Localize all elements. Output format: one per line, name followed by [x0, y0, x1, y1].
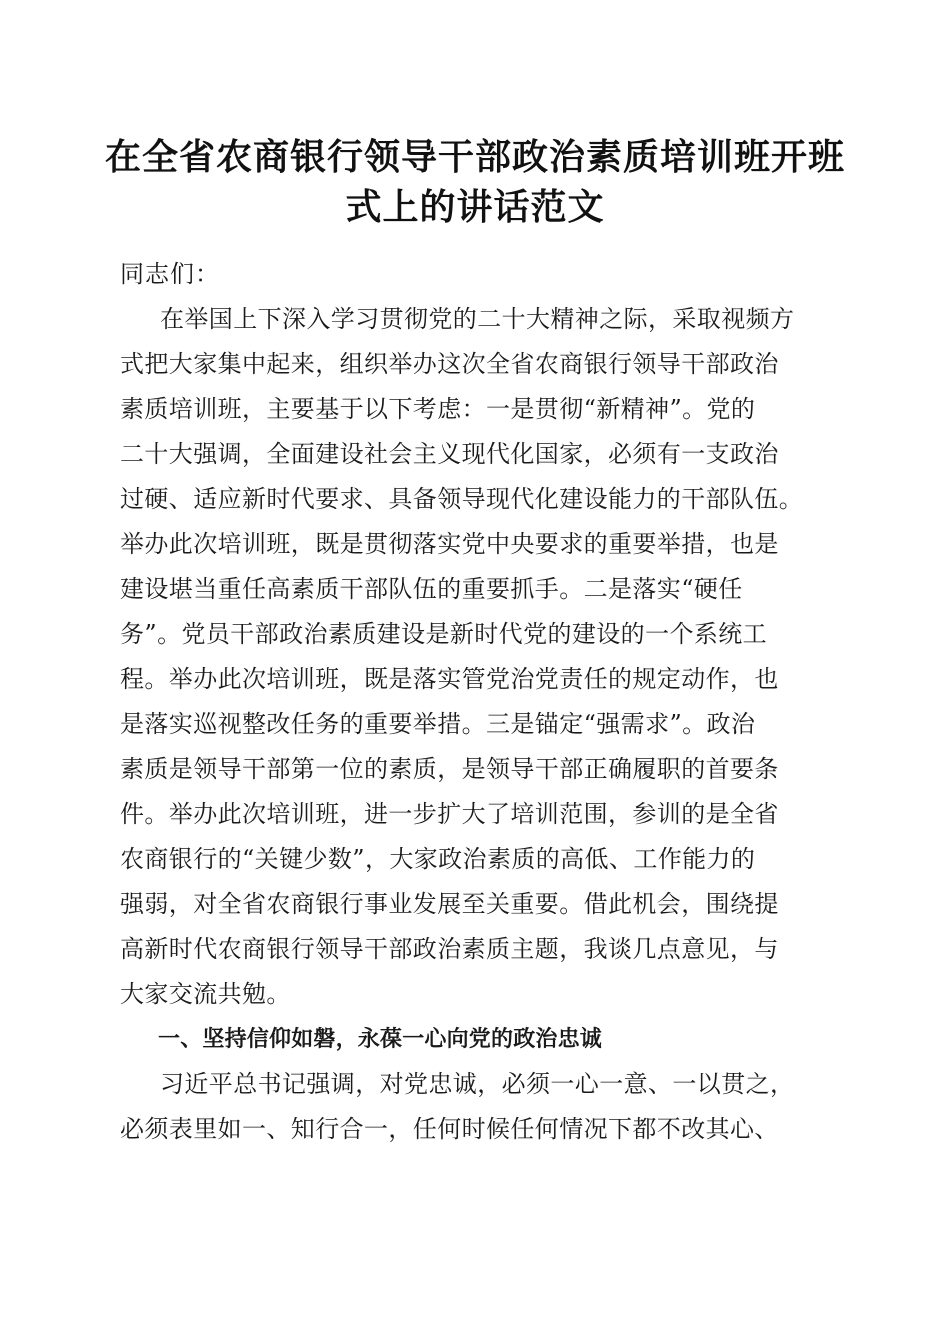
paragraph-line: 二十大强调，全面建设社会主义现代化国家，必须有一支政治	[120, 440, 779, 468]
paragraph-line: 程。举办此次培训班，既是落实管党治党责任的规定动作，也	[120, 665, 779, 693]
paragraph-line: 是落实巡视整改任务的重要举措。三是锚定“强需求”。政治	[120, 710, 756, 738]
paragraph-line: 必须表里如一、知行合一，任何时候任何情况下都不改其心、	[120, 1115, 779, 1143]
document-body	[120, 252, 830, 1152]
paragraph-line: 农商银行的“关键少数”，大家政治素质的高低、工作能力的	[120, 845, 756, 873]
paragraph-line: 务”。党员干部政治素质建设是新时代党的建设的一个系统工	[120, 620, 768, 648]
paragraph-line: 素质培训班，主要基于以下考虑：一是贯彻“新精神”。党的	[120, 395, 756, 423]
paragraph-line: 在举国上下深入学习贯彻党的二十大精神之际，采取视频方	[160, 305, 795, 333]
section-heading: 一、坚持信仰如磐，永葆一心向党的政治忠诚	[158, 1027, 603, 1052]
paragraph-line: 举办此次培训班，既是贯彻落实党中央要求的重要举措，也是	[120, 530, 779, 558]
title-line: 在全省农商银行领导干部政治素质培训班开班	[104, 136, 845, 178]
paragraph-line: 过硬、适应新时代要求、具备领导现代化建设能力的干部队伍。	[120, 485, 804, 513]
title-line: 式上的讲话范文	[345, 186, 605, 228]
paragraph-line: 习近平总书记强调，对党忠诚，必须一心一意、一以贯之，	[160, 1070, 795, 1098]
paragraph-line: 建设堪当重任高素质干部队伍的重要抓手。二是落实“硬任	[120, 575, 743, 603]
paragraph-line: 式把大家集中起来，组织举办这次全省农商银行领导干部政治	[120, 350, 779, 378]
greeting: 同志们：	[120, 260, 220, 288]
paragraph-1	[120, 297, 830, 1017]
paragraph-line: 素质是领导干部第一位的素质，是领导干部正确履职的首要条	[120, 755, 779, 783]
paragraph-line: 件。举办此次培训班，进一步扩大了培训范围，参训的是全省	[120, 800, 779, 828]
paragraph-2	[120, 1062, 830, 1152]
paragraph-line: 强弱，对全省农商银行事业发展至关重要。借此机会，围绕提	[120, 890, 779, 918]
paragraph-line: 大家交流共勉。	[120, 980, 291, 1008]
paragraph-line: 高新时代农商银行领导干部政治素质主题，我谈几点意见，与	[120, 935, 779, 963]
document-title	[100, 132, 850, 232]
